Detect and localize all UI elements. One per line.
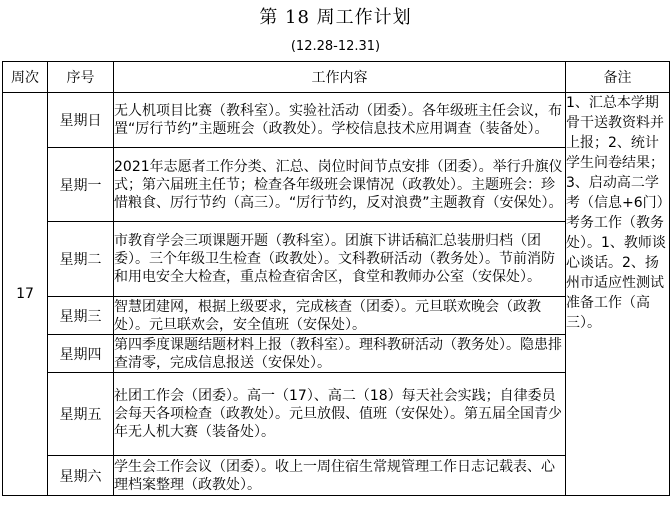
- header-content: 工作内容: [114, 62, 566, 93]
- day-content: 学生会工作会议（团委）。收上一周住宿生常规管理工作日志记载表、心理档案整理（政教处）。: [114, 456, 566, 496]
- day-label: 星期一: [48, 148, 114, 222]
- day-label: 星期三: [48, 297, 114, 335]
- date-range: (12.28-12.31): [290, 38, 381, 54]
- day-label: 星期六: [48, 456, 114, 496]
- day-label: 星期二: [48, 222, 114, 297]
- day-content: 无人机项目比赛（教科室）。实验社活动（团委）。各年级班主任会议，布置“厉行节约”主题班会（政教处）。学校信息技术应用调查（装备处）。: [114, 93, 566, 148]
- header-note: 备注: [566, 62, 670, 93]
- table-row: [3, 93, 670, 148]
- day-label: 星期日: [48, 93, 114, 148]
- day-content: 第四季度课题结题材料上报（教科室）。理科教研活动（教务处）。隐患排查清零，完成信息报送（安保处）。: [114, 335, 566, 373]
- header-week: 周次: [3, 62, 48, 93]
- day-content: 智慧团建网，根据上级要求，完成核查（团委）。元旦联欢晚会（政教处）。元旦联欢会，安全值班（安保处）。: [114, 297, 566, 335]
- work-plan-table: [2, 61, 670, 496]
- day-label: 星期四: [48, 335, 114, 373]
- day-content: 社团工作会（团委）。高一（17）、高二（18）每天社会实践；自律委员会每天各项检查（政教处）。元旦放假、值班（安保处）。第五届全国青少年无人机大赛（装备处）。: [114, 373, 566, 456]
- header-seq: 序号: [48, 62, 114, 93]
- week-number: 17: [3, 93, 48, 496]
- day-content: 2021年志愿者工作分类、汇总、岗位时间节点安排（团委）。举行升旗仪式；第六届班主任节；检查各年级班会课情况（政教处）。主题班会：珍惜粮食、厉行节约（高三）。“厉行节约，反对浪费”主题教育（安保处）。: [114, 148, 566, 222]
- day-content: 市教育学会三项课题开题（教科室）。团旗下讲话稿汇总装册归档（团委）。三个年级卫生检查（政教处）。文科教研活动（教务处）。节前消防和用电安全大检查，重点检查宿舍区，食堂和教师办公室（安保处）。: [114, 222, 566, 297]
- note-cell: 1、汇总本学期骨干送教资料并上报；2、统计学生问卷结果；3、启动高二学考（信息+6门）考务工作（教务处）。1、教师谈心谈话。2、扬州市适应性测试准备工作（高三）。: [566, 93, 670, 496]
- page-title: 第 18 周工作计划: [259, 7, 412, 28]
- header-row: [3, 62, 670, 93]
- day-label: 星期五: [48, 373, 114, 456]
